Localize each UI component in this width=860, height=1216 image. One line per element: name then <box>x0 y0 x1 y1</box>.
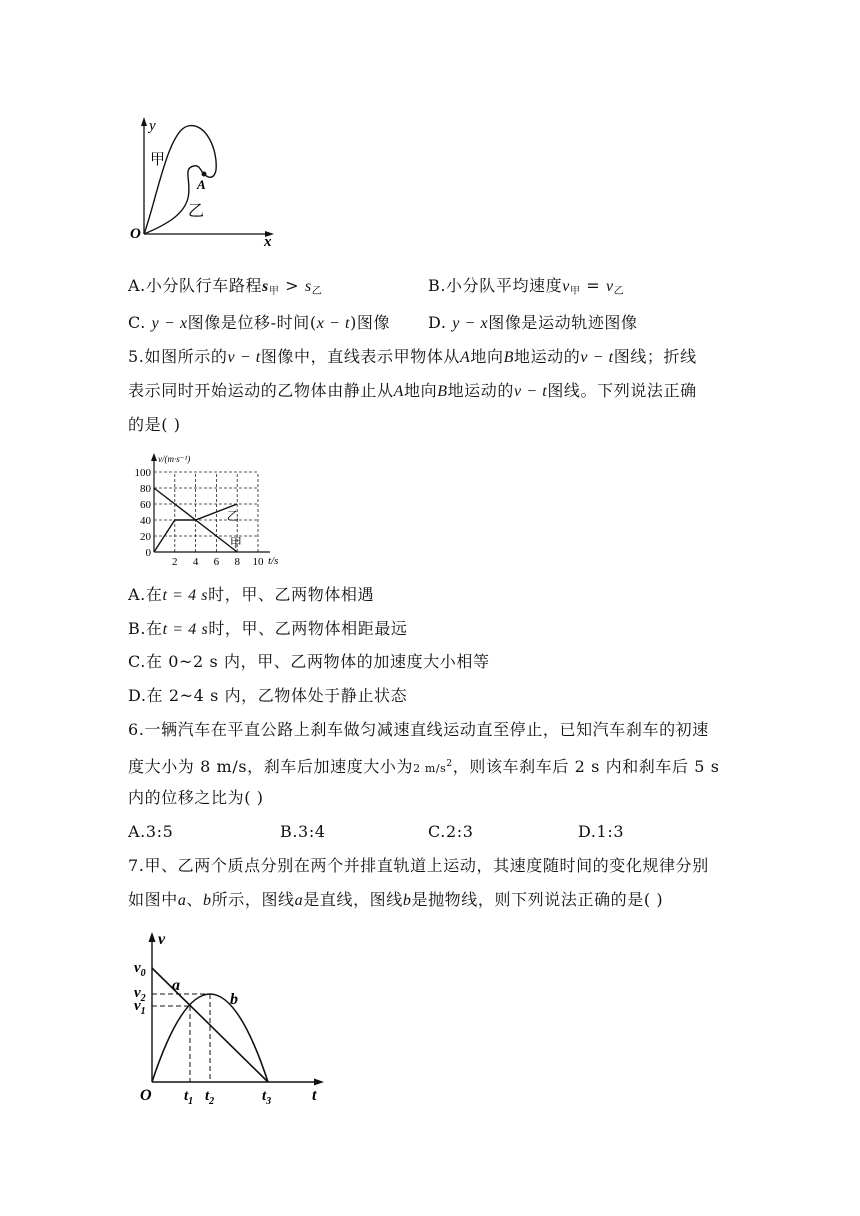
series-label-jia: 甲 <box>229 536 242 551</box>
q4-option-d: D. y − x图像是运动轨迹图像 <box>428 313 638 332</box>
y-axis-label: y <box>149 118 156 134</box>
point-a-label: A <box>197 177 206 192</box>
t2-label: $t_2$ <box>205 1088 215 1107</box>
q5-stem-line1: 5.如图所示的v − t图像中，直线表示甲物体从A地向B地运动的v − t图线；折线 <box>128 347 697 366</box>
vt-chart <box>128 448 288 574</box>
y-tick-label: 100 <box>134 467 151 479</box>
line-a <box>152 968 268 1082</box>
y-axis-arrow <box>151 453 157 461</box>
q6-option-c: C.2:3 <box>428 822 474 841</box>
origin-label: O <box>140 1087 152 1104</box>
x-tick-label: 10 <box>252 556 264 568</box>
v2-label: $v_2$ <box>134 985 146 1004</box>
q7-stem-line1: 7.甲、乙两个质点分别在两个并排直轨道上运动，其速度随时间的变化规律分别 <box>128 856 709 875</box>
x-tick-label: 4 <box>192 556 199 568</box>
x-tick-label: 8 <box>234 556 240 568</box>
q7-stem-line2: 如图中a、b所示，图线a是直线，图线b是抛物线，则下列说法正确的是( ) <box>128 890 664 909</box>
v-axis-label: v <box>158 931 166 948</box>
q4-option-a: A.小分队行车路程$s_甲 > s_乙$ <box>128 276 323 297</box>
q5-stem-line3: 的是( ) <box>128 415 181 434</box>
origin-label: O <box>130 226 141 242</box>
q5-option-b: B.在t = 4 s时，甲、乙两物体相距最远 <box>128 619 408 638</box>
curve-yi <box>144 166 204 234</box>
v0-label: $v_0$ <box>134 960 146 979</box>
q4-option-b: B.小分队平均速度$v_甲 = v_乙$ <box>428 276 625 297</box>
y-tick-label: 80 <box>140 483 151 495</box>
q5-option-d: D.在 2~4 s 内，乙物体处于静止状态 <box>128 686 408 705</box>
y-tick-label: 40 <box>140 515 151 527</box>
q6-stem-line3: 内的位移之比为( ) <box>128 788 264 807</box>
x-tick-label: 6 <box>213 556 220 568</box>
t-axis-label: t <box>312 1087 317 1104</box>
y-tick-label: 60 <box>140 499 151 511</box>
q5-stem-line2: 表示同时开始运动的乙物体由静止从A地向B地运动的v − t图线。下列说法正确 <box>128 381 697 400</box>
point-a <box>202 172 207 177</box>
line-a-label: a <box>172 977 180 994</box>
t1-label: $t_1$ <box>184 1088 194 1107</box>
q6-stem-line2: 度大小为 8 m/s，刹车后加速度大小为2 $m/s^2$，则该车刹车后 2 s 内和刹车后 5 s <box>128 757 720 776</box>
q6-option-b: B.3:4 <box>280 822 326 841</box>
q6-stem-line1: 6.一辆汽车在平直公路上刹车做匀减速直线运动直至停止，已知汽车刹车的初速 <box>128 720 709 739</box>
curve-jia-label: 甲 <box>150 152 166 168</box>
y-tick-label: 20 <box>140 531 151 543</box>
t3-label: $t_3$ <box>262 1088 272 1107</box>
curve-yi-label: 乙 <box>188 203 205 220</box>
y-tick-label: 0 <box>145 547 151 559</box>
x-tick-label: 2 <box>172 556 178 568</box>
x-axis-label: x <box>264 234 272 250</box>
series-label-yi: 乙 <box>226 509 239 523</box>
q5-option-a: A.在t = 4 s时，甲、乙两物体相遇 <box>128 585 375 604</box>
v1-label: $v_1$ <box>134 998 146 1017</box>
vt-figure-ab <box>128 928 328 1108</box>
q6-option-a: A.3:5 <box>128 822 174 841</box>
q6-option-d: D.1:3 <box>578 822 625 841</box>
x-axis-label: t/s <box>268 555 279 567</box>
parabola-b-label: b <box>230 991 238 1008</box>
q5-option-c: C.在 0~2 s 内，甲、乙两物体的加速度大小相等 <box>128 652 490 671</box>
trajectory-figure <box>128 112 288 252</box>
y-axis-label: v/(m·s⁻¹) <box>158 454 191 464</box>
q4-option-c: C. y − x图像是位移-时间(x − t)图像 <box>128 313 391 332</box>
